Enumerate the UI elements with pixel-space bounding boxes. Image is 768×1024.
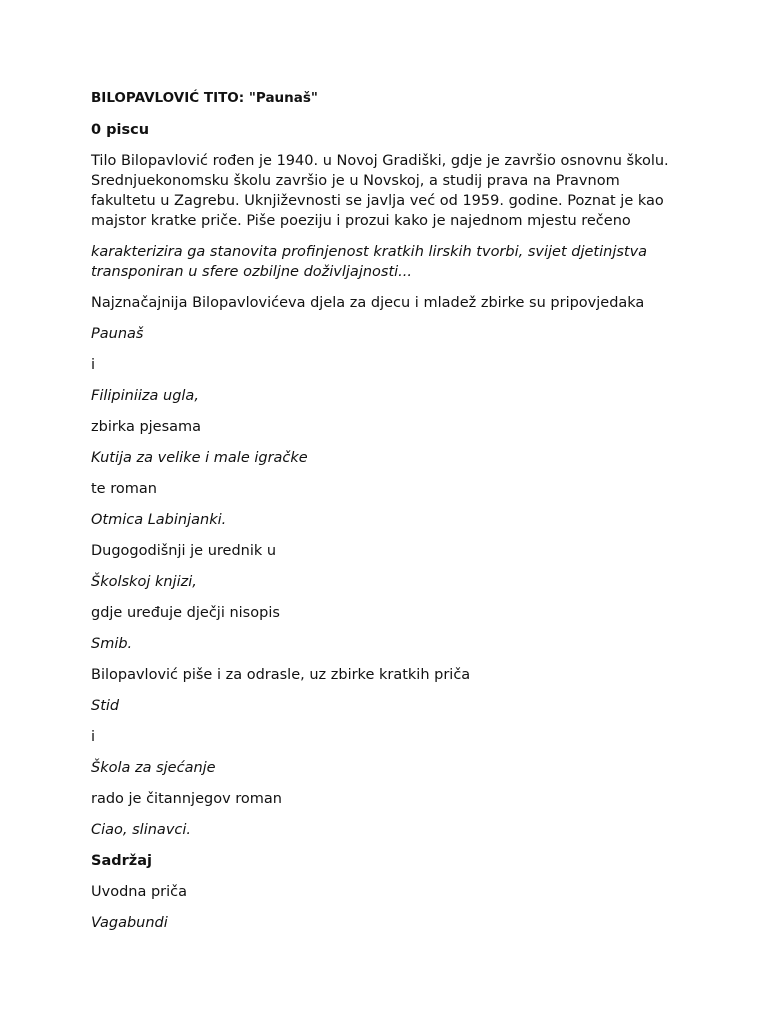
work-title: Otmica Labinjanki. <box>91 512 227 528</box>
works-intro: Najznačajnija Bilopavlovićeva djela za djecu i mladež zbirke su pripovjedaka <box>91 295 645 311</box>
contents-heading: Sadržaj <box>91 853 152 869</box>
about-author-heading: 0 piscu <box>91 122 150 138</box>
adult-works-intro: Bilopavlović piše i za odrasle, uz zbirke kratkih priča <box>91 667 471 683</box>
document-title: BILOPAVLOVIĆ TITO: "Paunaš" <box>91 90 318 106</box>
bio-line: Tilo Bilopavlović rođen je 1940. u Novoj Gradiški, gdje je završio osnovnu školu. <box>91 153 669 169</box>
bio-line: majstor kratke priče. Piše poeziju i prozui kako je najednom mjestu rečeno <box>91 213 631 229</box>
magazine-intro: gdje uređuje dječji nisopis <box>91 605 280 621</box>
conjunction: i <box>91 729 96 745</box>
quote-line: transponiran u sfere ozbiljne doživljajnosti... <box>91 264 413 280</box>
bio-line: fakultetu u Zagrebu. Uknjiževnosti se javlja već od 1959. godine. Poznat je kao <box>91 193 664 209</box>
quote-paragraph <box>91 242 671 282</box>
bio-line: Srednjuekonomsku školu završio je u Novskoj, a studij prava na Pravnom <box>91 173 620 189</box>
magazine-name: Smib. <box>91 636 133 652</box>
work-title: Stid <box>91 698 120 714</box>
roman-intro: rado je čitannjegov roman <box>91 791 282 807</box>
poems-intro: zbirka pjesama <box>91 419 202 435</box>
conjunction: i <box>91 357 96 373</box>
work-title: Filipiniiza ugla, <box>91 388 199 404</box>
novel-intro: te roman <box>91 481 157 497</box>
work-title: Ciao, slinavci. <box>91 822 192 838</box>
editor-intro: Dugogodišnji je urednik u <box>91 543 277 559</box>
work-title: Kutija za velike i male igračke <box>91 450 308 466</box>
publisher-name: Školskoj knjizi, <box>91 574 197 590</box>
contents-item: Uvodna priča <box>91 884 188 900</box>
contents-item: Vagabundi <box>91 915 168 931</box>
work-title: Paunaš <box>91 326 144 342</box>
work-title: Škola za sjećanje <box>91 760 216 776</box>
quote-line: karakterizira ga stanovita profinjenost kratkih lirskih tvorbi, svijet djetinjstva <box>91 244 648 260</box>
document-page <box>91 88 691 944</box>
author-bio-paragraph <box>91 151 671 231</box>
